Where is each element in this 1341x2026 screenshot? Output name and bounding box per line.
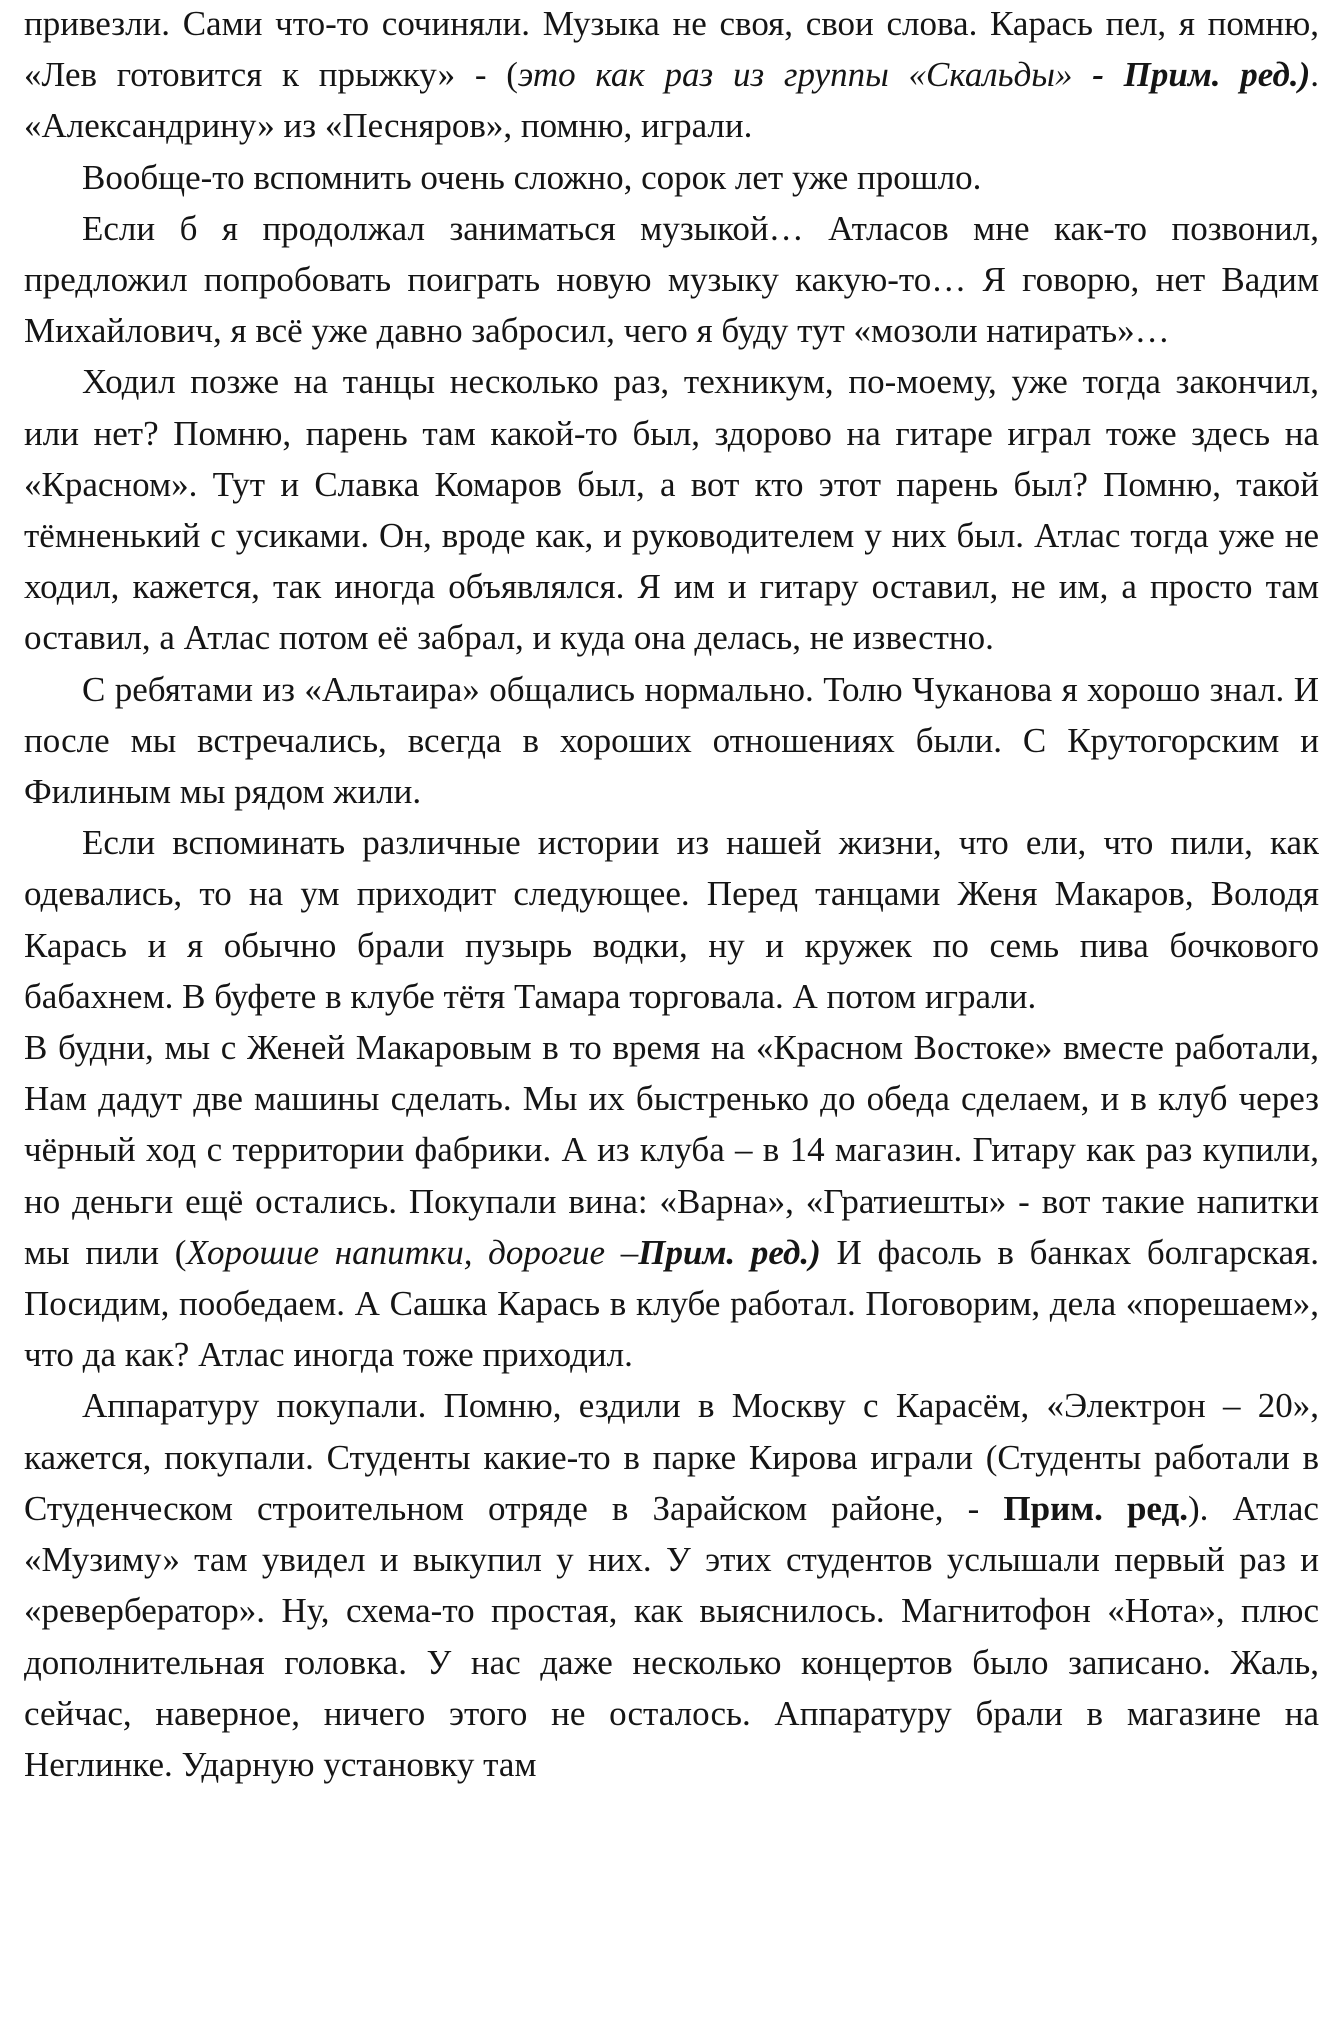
text-segment: В будни, мы с Женей Макаровым в то время на «Красном Востоке» вместе работали, Нам дадут две машины сделать. Мы их быстренько до обеда сделаем, и в клуб через чёрный ход с территории фабрики. А из клуба – в 14 магазин. Гитару как раз купили, но деньги ещё остались. Покупали вина: «Варна», «Гратиешты» - вот такие напитки мы пили (	[24, 1028, 1319, 1272]
paragraph-3	[24, 203, 1319, 357]
editor-note-label: Прим. ред.)	[638, 1232, 821, 1272]
text-segment: ). Атлас «Музиму» там увидел и выкупил у них. У этих студентов услышали первый раз и «ревербератор». Ну, схема-то простая, как выяснилось. Магнитофон «Нота», плюс дополнительная головка. У нас даже несколько концертов было записано. Жаль, сейчас, наверное, ничего этого не осталось. Аппаратуру брали в магазине на Неглинке. Ударную установку там	[24, 1488, 1319, 1784]
text-segment: И фасоль в банках болгарская. Посидим, пообедаем. А Сашка Карась в клубе работал. Поговорим, дела «порешаем», что да как? Атлас иногда тоже приходил.	[24, 1232, 1319, 1375]
text-segment: Аппаратуру покупали. Помню, ездили в Москву с Карасём, «Электрон – 20», кажется, покупали. Студенты какие-то в парке Кирова играли (Студенты работали в Студенческом строительном отряде в Зарайском районе, -	[24, 1386, 1319, 1528]
paragraph-7	[24, 1022, 1319, 1380]
text-segment: Если б я продолжал заниматься музыкой… Атласов мне как-то позвонил, предложил попробовать поиграть новую музыку какую-то… Я говорю, нет Вадим Михайлович, я всё уже давно забросил, чего я буду тут «мозоли натирать»…	[24, 208, 1319, 351]
paragraph-4	[24, 356, 1319, 663]
text-segment: . «Александрину» из «Песняров», помню, играли.	[24, 55, 1319, 146]
paragraph-8	[24, 1380, 1319, 1790]
editor-note-italic: Хорошие напитки, дорогие –	[186, 1232, 639, 1272]
document-page	[24, 0, 1319, 2026]
paragraph-5	[24, 664, 1319, 818]
text-segment: Вообще-то вспомнить очень сложно, сорок лет уже прошло.	[82, 157, 982, 197]
text-segment: С ребятами из «Альтаира» общались нормально. Толю Чуканова я хорошо знал. И после мы встречались, всегда в хороших отношениях были. С Крутогорским и Филиным мы рядом жили.	[24, 669, 1319, 812]
text-segment: Если вспоминать различные истории из нашей жизни, что ели, что пили, как одевались, то на ум приходит следующее. Перед танцами Женя Макаров, Володя Карась и я обычно брали пузырь водки, ну и кружек по семь пива бочкового бабахнем. В буфете в клубе тётя Тамара торговала. А потом играли.	[24, 823, 1319, 1016]
editor-note-label: - Прим. ред.)	[1092, 55, 1311, 95]
editor-note-label: Прим. ред.	[1003, 1488, 1188, 1528]
paragraph-1	[24, 0, 1319, 152]
paragraph-6	[24, 817, 1319, 1022]
paragraph-2	[24, 152, 1319, 203]
text-segment: привезли. Сами что-то сочиняли. Музыка не своя, свои слова. Карась пел, я помню, «Лев готовится к прыжку» - (	[24, 4, 1319, 95]
text-segment: Ходил позже на танцы несколько раз, техникум, по-моему, уже тогда закончил, или нет? Помню, парень там какой-то был, здорово на гитаре играл тоже здесь на «Красном». Тут и Славка Комаров был, а вот кто этот парень был? Помню, такой тёмненький с усиками. Он, вроде как, и руководителем у них был. Атлас тогда уже не ходил, кажется, так иногда объявлялся. Я им и гитару оставил, не им, а просто там оставил, а Атлас потом её забрал, и куда она делась, не известно.	[24, 362, 1319, 658]
editor-note-italic: это как раз из группы «Скальды»	[517, 55, 1093, 95]
